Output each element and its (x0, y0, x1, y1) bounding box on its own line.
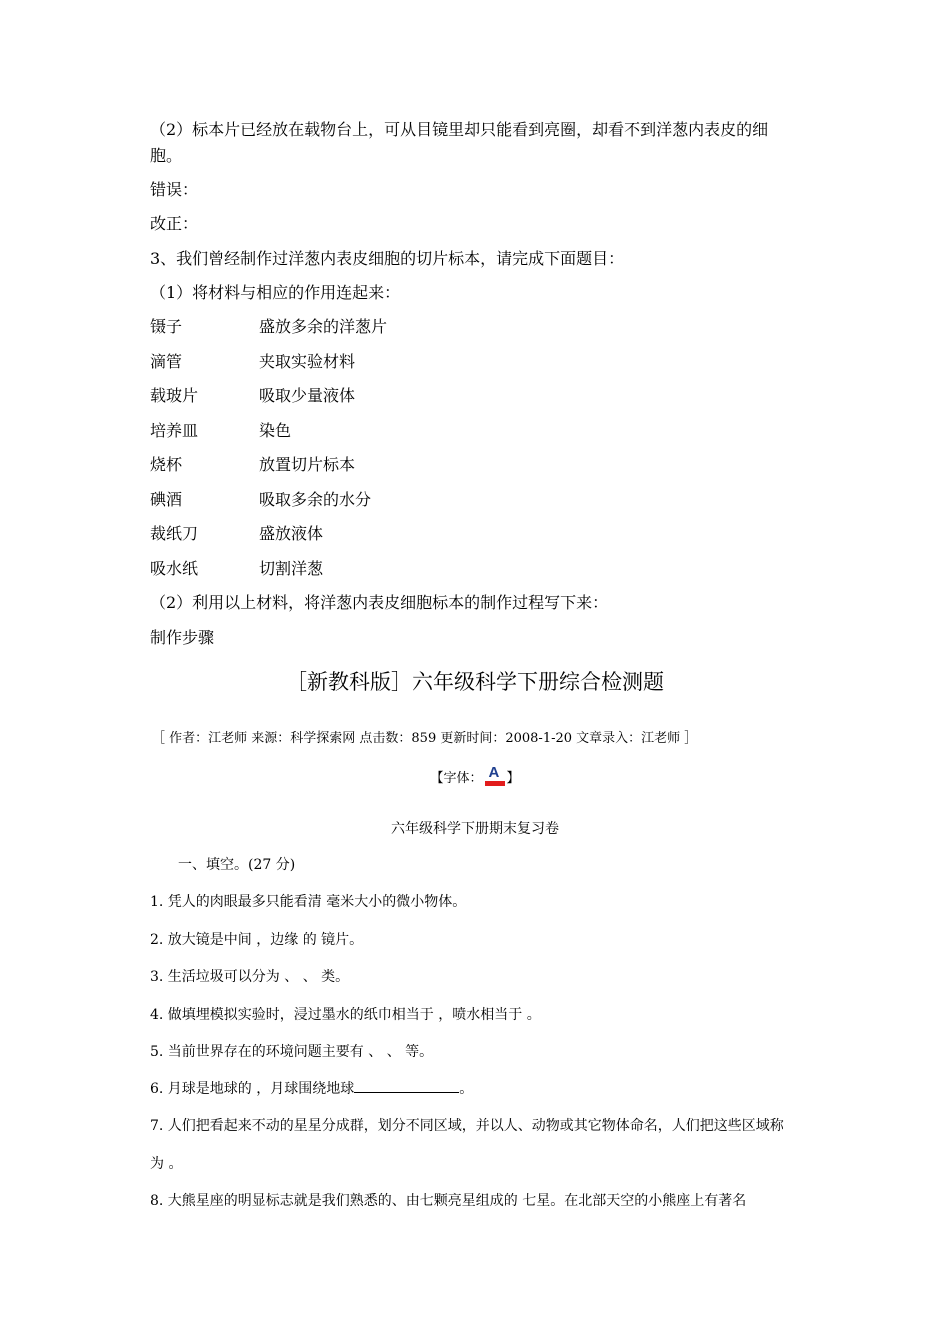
error-label: 错误： (150, 180, 199, 199)
question-1: 1. 凭人的肉眼最多只能看清 毫米大小的微小物体。 (150, 894, 467, 910)
font-label-prefix: 【字体： (430, 771, 483, 786)
material-0: 镊子 (150, 317, 183, 336)
material-4: 烧杯 (150, 455, 183, 474)
use-4: 放置切片标本 (259, 455, 356, 474)
font-size-icon-letter: A (488, 764, 500, 781)
q3-text: 3、我们曾经制作过洋葱内表皮细胞的切片标本，请完成下面题目： (150, 249, 625, 268)
article-meta: ［ 作者：江老师 来源：科学探索网 点击数：859 更新时间：2008-1-20 文章录入：江老师 ］ (152, 731, 698, 746)
q3-sub2: （2）利用以上材料，将洋葱内表皮细胞标本的制作过程写下来： (150, 593, 609, 612)
question-7-line2: 为 。 (150, 1156, 183, 1172)
use-5: 吸取多余的水分 (259, 490, 372, 509)
article-title: ［新教科版］六年级科学下册综合检测题 (286, 670, 664, 694)
use-2: 吸取少量液体 (259, 386, 356, 405)
use-1: 夹取实验材料 (259, 352, 356, 371)
use-7: 切割洋葱 (259, 559, 324, 578)
fix-label: 改正： (150, 214, 199, 233)
question-4: 4. 做填埋模拟实验时，浸过墨水的纸巾相当于 ，喷水相当于 。 (150, 1007, 541, 1023)
material-7: 吸水纸 (150, 559, 199, 578)
section-fill-in: 一、填空。(27 分) (178, 857, 296, 873)
q2-text-line2: 胞。 (150, 146, 183, 165)
material-5: 碘酒 (150, 490, 183, 509)
q3-sub1: （1）将材料与相应的作用连起来： (150, 283, 401, 302)
question-6-text: 6. 月球是地球的 ，月球围绕地球 (150, 1081, 355, 1097)
q2-text-line1: （2）标本片已经放在载物台上，可从目镜里却只能看到亮圈，却看不到洋葱内表皮的细 (150, 120, 769, 139)
use-0: 盛放多余的洋葱片 (259, 317, 388, 336)
question-3: 3. 生活垃圾可以分为 、 、 类。 (150, 969, 350, 985)
question-2: 2. 放大镜是中间 ，边缘 的 镜片。 (150, 932, 364, 948)
article-subtitle: 六年级科学下册期末复习卷 (391, 821, 559, 837)
question-8: 8. 大熊星座的明显标志就是我们熟悉的、由七颗亮星组成的 七星。在北部天空的小熊座上有著名 (150, 1193, 747, 1209)
question-7-line1: 7. 人们把看起来不动的星星分成群，划分不同区域，并以人、动物或其它物体命名，人们把这些区域称 (150, 1118, 784, 1134)
question-5: 5. 当前世界存在的环境问题主要有 、 、 等。 (150, 1044, 434, 1060)
material-6: 裁纸刀 (150, 524, 199, 543)
material-2: 载玻片 (150, 386, 199, 405)
use-3: 染色 (259, 421, 292, 440)
question-6 (150, 1078, 473, 1098)
font-size-control (0, 766, 950, 786)
font-label-suffix: 】 (506, 771, 520, 786)
material-3: 培养皿 (150, 421, 199, 440)
steps-label: 制作步骤 (150, 628, 215, 647)
font-size-icon-bar (485, 781, 505, 786)
material-1: 滴管 (150, 352, 183, 371)
use-6: 盛放液体 (259, 524, 324, 543)
question-6-end: 。 (459, 1081, 474, 1097)
answer-blank (354, 1081, 459, 1093)
font-size-icon[interactable] (484, 766, 506, 786)
